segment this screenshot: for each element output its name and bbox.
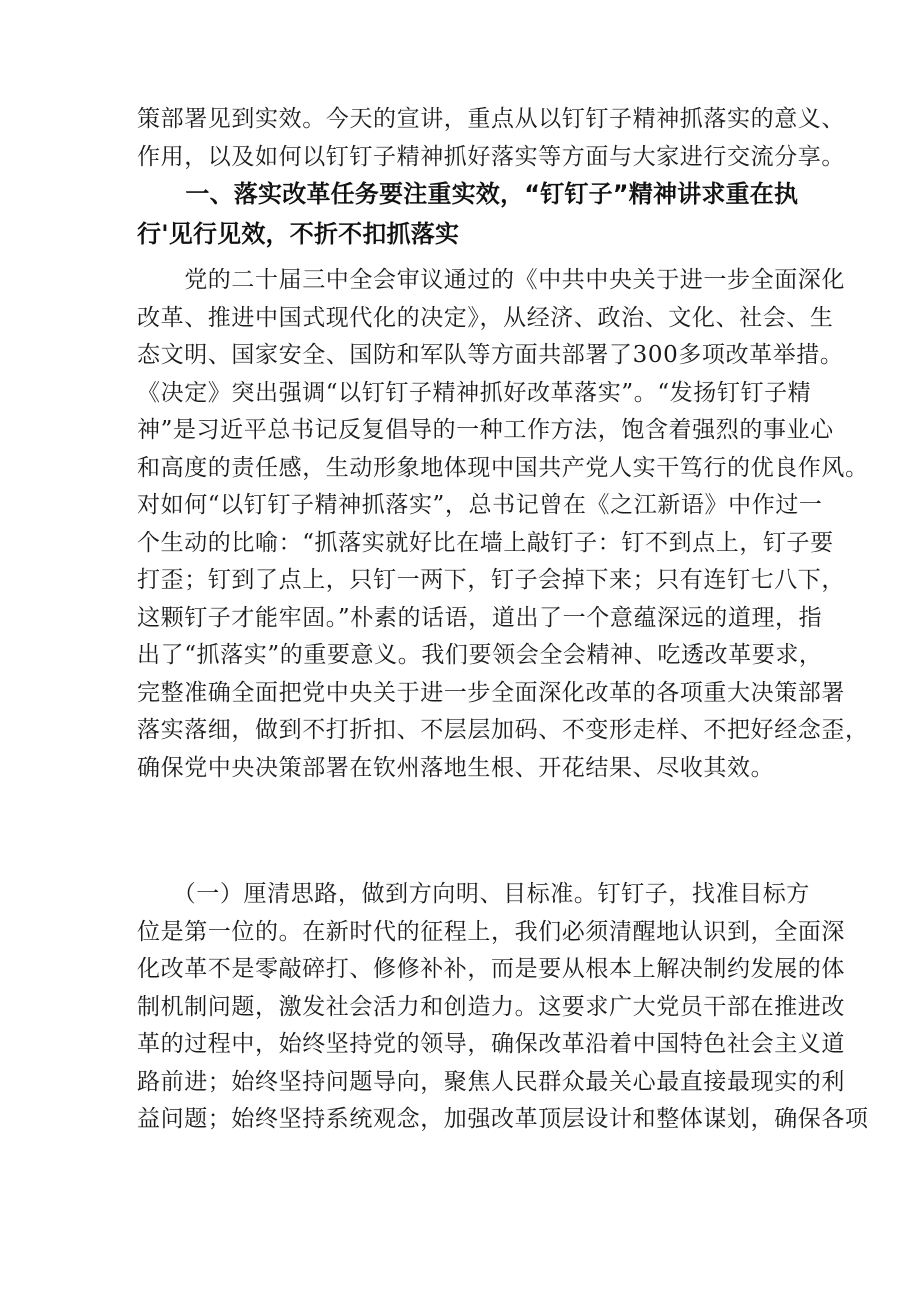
- heading-line: 一、落实改革任务要注重实效，“钉钉子”精神讲求重在执: [137, 180, 799, 208]
- text-line: 和高度的责任感，生动形象地体现中国共产党人实干笃行的优良作风。: [137, 454, 869, 481]
- text-line: 化改革不是零敲碎打、修修补补，而是要从根本上解决制约发展的体: [137, 956, 845, 982]
- text-line: 个生动的比喻：“抓落实就好比在墙上敲钉子：钉不到点上，钉子要: [137, 529, 834, 556]
- text-line: 位是第一位的。在新时代的征程上，我们必须清醒地认识到，全面深: [137, 918, 845, 945]
- text-line: 改革、推进中国式现代化的决定》，从经济、政治、文化、社会、生: [137, 304, 834, 331]
- text-line: 落实落细，做到不打折扣、不层层加码、不变形走样、不把好经念歪，: [137, 717, 869, 743]
- text-line: 益问题；始终坚持系统观念，加强改革顶层设计和整体谋划，确保各项: [137, 1106, 869, 1132]
- text-line: 策部署见到实效。今天的宣讲，重点从以钉钉子精神抓落实的意义、: [137, 106, 845, 132]
- intro-paragraph: [137, 101, 845, 176]
- text-line: 出了“抓落实”的重要意义。我们要领会全会精神、吃透改革要求，: [137, 642, 823, 668]
- text-line: 态文明、国家安全、国防和军队等方面共部署了300多项改革举措。: [137, 342, 844, 368]
- text-line: 完整准确全面把党中央关于进一步全面深化改革的各项重大决策部署: [137, 679, 845, 706]
- text-line: 这颗钉子才能牢固。”朴素的话语，道出了一个意蕴深远的道理，指: [137, 604, 823, 631]
- text-line: 确保党中央决策部署在钦州落地生根、开花结果、尽收其效。: [137, 754, 775, 781]
- text-line: 《决定》突出强调“以钉钉子精神抓好改革落实”。“发扬钉钉子精: [137, 379, 812, 406]
- text-line: 作用，以及如何以钉钉子精神抓好落实等方面与大家进行交流分享。: [137, 143, 845, 170]
- section-heading: [137, 174, 797, 254]
- text-line: 打歪；钉到了点上，只钉一两下，钉子会掉下来；只有连钉七八下，: [137, 567, 845, 593]
- text-line: （一）厘清思路，做到方向明、目标准。钉钉子，找准目标方: [137, 881, 810, 907]
- text-line: 对如何“以钉钉子精神抓落实”，总书记曾在《之江新语》中作过一: [137, 492, 823, 518]
- heading-line: 行'见行见效，不折不扣抓落实: [137, 220, 460, 248]
- text-line: 革的过程中，始终坚持党的领导，确保改革沿着中国特色社会主义道: [137, 1031, 845, 1057]
- text-line: 神”是习近平总书记反复倡导的一种工作方法，饱含着强烈的事业心: [137, 417, 834, 443]
- body-paragraph-2: [137, 876, 869, 1139]
- body-paragraph-1: [137, 262, 869, 787]
- text-line: 党的二十届三中全会审议通过的《中共中央关于进一步全面深化: [137, 267, 845, 293]
- text-line: 路前进；始终坚持问题导向，聚焦人民群众最关心最直接最现实的利: [137, 1068, 845, 1095]
- text-line: 制机制问题，激发社会活力和创造力。这要求广大党员干部在推进改: [137, 993, 845, 1020]
